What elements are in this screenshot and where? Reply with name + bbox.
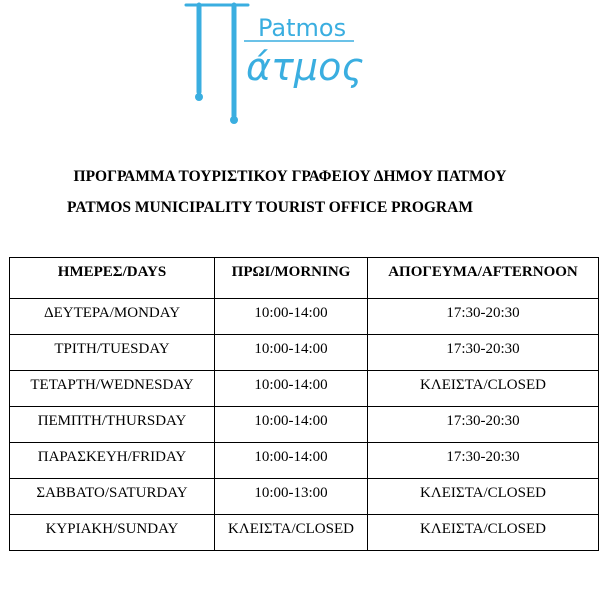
table-row	[10, 299, 599, 335]
header-days: ΗΜΕΡΕΣ/DAYS	[10, 258, 215, 299]
morning-cell: 10:00-14:00	[215, 299, 368, 335]
day-cell: ΔΕΥΤΕΡΑ/MONDAY	[10, 299, 215, 335]
morning-cell: 10:00-14:00	[215, 335, 368, 371]
table-row	[10, 515, 599, 551]
afternoon-cell: 17:30-20:30	[368, 335, 599, 371]
table-row	[10, 443, 599, 479]
day-cell: ΣΑΒΒΑΤΟ/SATURDAY	[10, 479, 215, 515]
morning-cell: ΚΛΕΙΣΤΑ/CLOSED	[215, 515, 368, 551]
table-row	[10, 479, 599, 515]
afternoon-cell: ΚΛΕΙΣΤΑ/CLOSED	[368, 515, 599, 551]
logo-greek-text: άτμος	[246, 45, 364, 89]
document-title-english: PATMOS MUNICIPALITY TOURIST OFFICE PROGRAM	[67, 199, 473, 216]
day-cell: ΤΡΙΤΗ/TUESDAY	[10, 335, 215, 371]
office-hours-table	[9, 257, 599, 551]
morning-cell: 10:00-14:00	[215, 407, 368, 443]
morning-cell: 10:00-14:00	[215, 443, 368, 479]
patmos-logo	[180, 0, 370, 135]
morning-cell: 10:00-13:00	[215, 479, 368, 515]
afternoon-cell: 17:30-20:30	[368, 407, 599, 443]
table-row	[10, 371, 599, 407]
header-morning: ΠΡΩΙ/MORNING	[215, 258, 368, 299]
afternoon-cell: 17:30-20:30	[368, 299, 599, 335]
morning-cell: 10:00-14:00	[215, 371, 368, 407]
table-header-row	[10, 258, 599, 299]
day-cell: ΠΕΜΠΤΗ/THURSDAY	[10, 407, 215, 443]
table-row	[10, 335, 599, 371]
afternoon-cell: 17:30-20:30	[368, 443, 599, 479]
header-afternoon: ΑΠΟΓΕΥΜΑ/AFTERNOON	[368, 258, 599, 299]
day-cell: ΠΑΡΑΣΚΕΥΗ/FRIDAY	[10, 443, 215, 479]
document-title-greek: ΠΡΟΓΡΑΜΜΑ ΤΟΥΡΙΣΤΙΚΟΥ ΓΡΑΦΕΙΟΥ ΔΗΜΟΥ ΠΑΤΜΟΥ	[73, 168, 507, 185]
afternoon-cell: ΚΛΕΙΣΤΑ/CLOSED	[368, 479, 599, 515]
afternoon-cell: ΚΛΕΙΣΤΑ/CLOSED	[368, 371, 599, 407]
logo-latin-text: Patmos	[258, 14, 347, 42]
table-row	[10, 407, 599, 443]
day-cell: ΚΥΡΙΑΚΗ/SUNDAY	[10, 515, 215, 551]
day-cell: ΤΕΤΑΡΤΗ/WEDNESDAY	[10, 371, 215, 407]
